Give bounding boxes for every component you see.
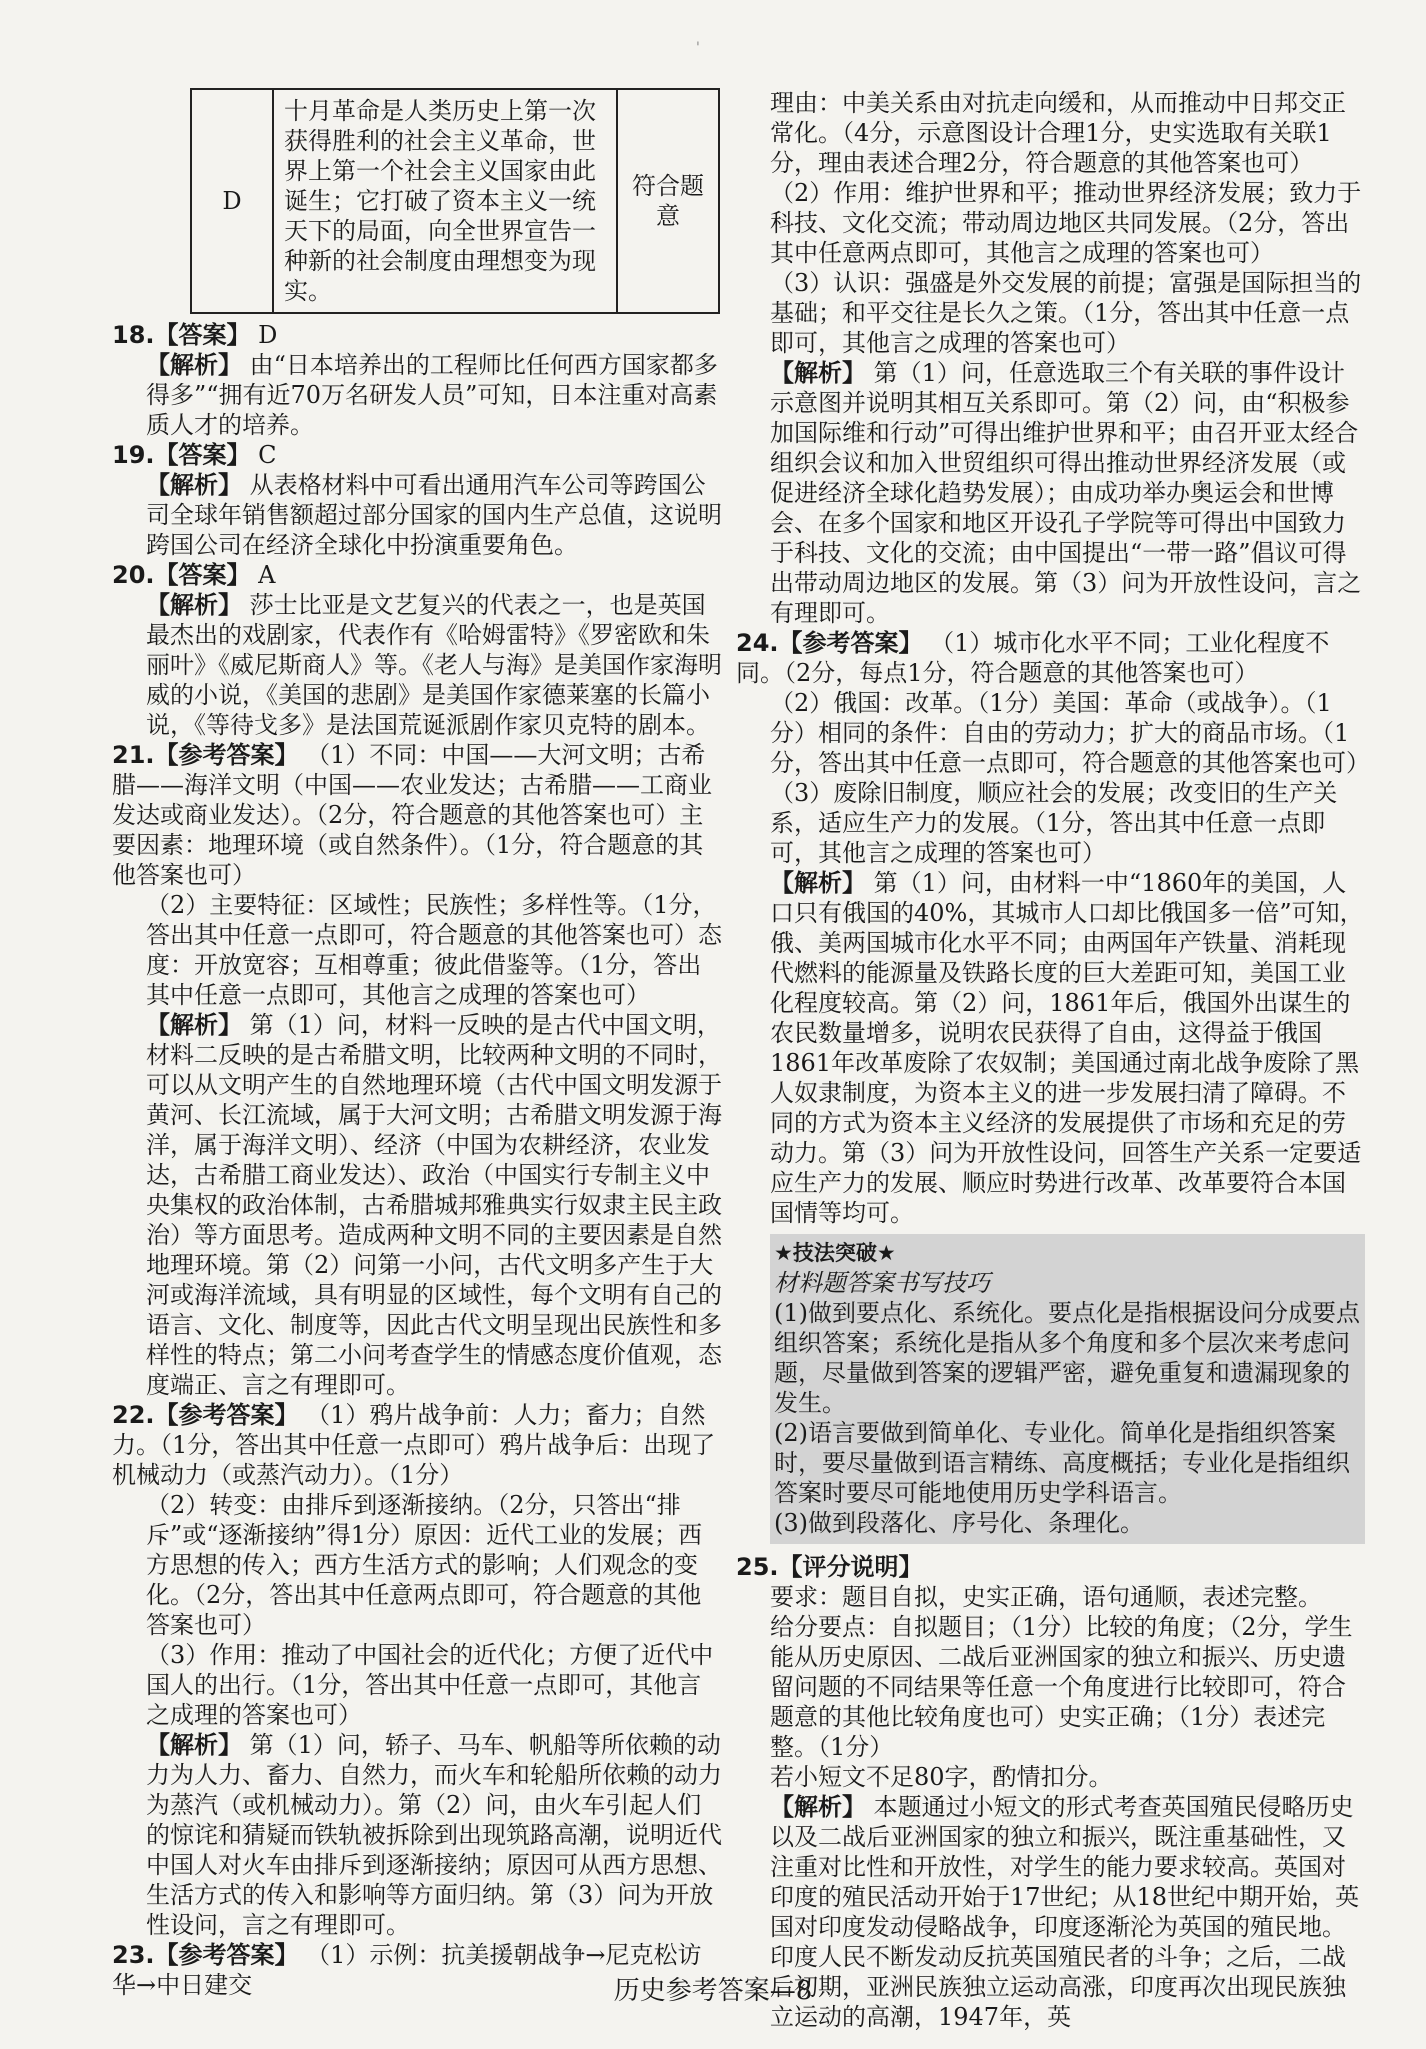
tips-point-2: (2)语言要做到简单化、专业化。简单化是指组织答案时，要尽量做到语言精练、高度概括；专业化是指组织答案时要尽可能地使用历史学科语言。 <box>774 1419 1350 1507</box>
page-footer: 历史参考答案—8 <box>613 1976 813 2006</box>
answer-text: （1）城市化水平不同；工业化程度不同。（2分，每点1分，符合题意的其他答案也可） <box>736 629 1330 687</box>
answer-part-2: （2）主要特征：区域性；民族性；多样性等。（1分，答出其中任意一点即可，符合题意的其他答案也可）态度：开放宽容；互相尊重；彼此借鉴等。（1分，答出其中任意一点即可，其他言之成理的答案也可） <box>146 891 722 1009</box>
tips-point-1: (1)做到要点化、系统化。要点化是指根据设问分成要点组织答案；系统化是指从多个角度和多个层次来考虑问题，尽量做到答案的逻辑严密，避免重复和遗漏现象的发生。 <box>774 1299 1360 1417</box>
answer-tag: 【参考答案】 <box>154 1941 299 1969</box>
analysis-text: 由“日本培养出的工程师比任何西方国家都多得多”“拥有近70万名研发人员”可知，日本注重对高素质人才的培养。 <box>146 351 718 439</box>
answer-tag: 【答案】 <box>154 561 251 589</box>
question-19 <box>112 440 722 560</box>
answer-reason: 理由：中美关系由对抗走向缓和，从而推动中日邦交正常化。（4分，示意图设计合理1分，史实选取有关联1分，理由表述合理2分，符合题意的其他答案也可） <box>770 89 1346 177</box>
answer-value: A <box>258 561 276 589</box>
answer-part-3: （3）认识：强盛是外交发展的前提；富强是国际担当的基础；和平交往是长久之策。（1分，答出其中任意一点即可，其他言之成理的答案也可） <box>770 269 1362 357</box>
scoring-note: 若小短文不足80字，酌情扣分。 <box>770 1763 1113 1791</box>
option-table <box>190 88 720 314</box>
right-column <box>736 88 1370 2032</box>
analysis-text: 莎士比亚是文艺复兴的代表之一，也是英国最杰出的戏剧家，代表作有《哈姆雷特》《罗密欧和朱丽叶》《威尼斯商人》等。《老人与海》是美国作家海明威的小说，《美国的悲剧》是美国作家德莱塞的长篇小说，《等待戈多》是法国荒诞派剧作家贝克特的剧本。 <box>146 591 722 739</box>
question-number: 24. <box>736 629 779 657</box>
answer-value: D <box>258 321 278 349</box>
answer-part-3: （3）作用：推动了中国社会的近代化；方便了近代中国人的出行。（1分，答出其中任意一点即可，其他言之成理的答案也可） <box>146 1641 714 1729</box>
answer-text: （1）不同：中国——大河文明；古希腊——海洋文明（中国——农业发达；古希腊——工商业发达或商业发达）。（2分，符合题意的其他答案也可）主要因素：地理环境（或自然条件）。（1分，符合题意的其他答案也可） <box>112 741 712 889</box>
question-number: 19. <box>112 441 155 469</box>
question-20 <box>112 560 722 740</box>
question-number: 20. <box>112 561 155 589</box>
answer-part-2: （2）作用：维护世界和平；推动世界经济发展；致力于科技、文化交流；带动周边地区共同发展。（2分，答出其中任意两点即可，其他言之成理的答案也可） <box>770 179 1362 267</box>
answer-tag: 【评分说明】 <box>778 1553 923 1581</box>
tips-box <box>770 1234 1365 1544</box>
analysis-text: 第（1）问，轿子、马车、帆船等所依赖的动力为人力、畜力、自然力，而火车和轮船所依赖的动力为蒸汽（或机械动力）。第（2）问，由火车引起人们的惊诧和猜疑而铁轨被拆除到出现筑路高潮，说明近代中国人对火车由排斥到逐渐接纳；原因可从西方思想、生活方式的传入和影响等方面归纳。第（3）问为开放性设问，言之有理即可。 <box>146 1731 722 1939</box>
analysis-tag: 【解析】 <box>146 351 242 379</box>
table-judgement-cell: 符合题意 <box>617 89 719 313</box>
analysis-tag: 【解析】 <box>146 591 242 619</box>
question-24 <box>736 628 1370 1228</box>
answer-tag: 【参考答案】 <box>154 1401 299 1429</box>
answer-tag: 【答案】 <box>154 321 251 349</box>
analysis-text: 第（1）问，由材料一中“1860年的美国，人口只有俄国的40%，其城市人口却比俄国多一倍”可知，俄、美两国城市化水平不同；由两国年产铁量、消耗现代燃料的能源量及铁路长度的巨大差距可知，美国工业化程度较高。第（2）问，1861年后，俄国外出谋生的农民数量增多，说明农民获得了自由，这得益于俄国1861年改革废除了农奴制；美国通过南北战争废除了黑人奴隶制度，为资本主义的进一步发展扫清了障碍。不同的方式为资本主义经济的发展提供了市场和充足的劳动力。第（3）问为开放性设问，回答生产关系一定要适应生产力的发展、顺应时势进行改革、改革要符合本国国情等均可。 <box>770 869 1364 1227</box>
page-top-mark: ' <box>696 40 700 56</box>
tips-subtitle: 材料题答案书写技巧 <box>774 1269 990 1297</box>
analysis-tag: 【解析】 <box>146 1011 242 1039</box>
answer-tag: 【参考答案】 <box>154 741 299 769</box>
question-23-cont <box>770 88 1365 628</box>
analysis-text: 第（1）问，材料一反映的是古代中国文明，材料二反映的是古希腊文明，比较两种文明的不同时，可以从文明产生的自然地理环境（古代中国文明发源于黄河、长江流域，属于大河文明；古希腊文明发源于海洋，属于海洋文明）、经济（中国为农耕经济，农业发达，古希腊工商业发达）、政治（中国实行专制主义中央集权的政治体制，古希腊城邦雅典实行奴隶主民主政治）等方面思考。造成两种文明不同的主要因素是自然地理环境。第（2）问第一小问，古代文明多产生于大河或海洋流域，具有明显的区域性，每个文明有自己的语言、文化、制度等，因此古代文明呈现出民族性和多样性的特点；第二小问考查学生的情感态度价值观，态度端正、言之有理即可。 <box>146 1011 722 1399</box>
question-number: 25. <box>736 1553 779 1581</box>
question-22 <box>112 1400 722 1940</box>
answer-text: （1）示例：抗美援朝战争→尼克松访华→中日建交 <box>112 1941 702 1999</box>
requirement-text: 要求：题目自拟，史实正确，语句通顺，表述完整。 <box>770 1583 1322 1611</box>
table-content-cell: 十月革命是人类历史上第一次获得胜利的社会主义革命，世界上第一个社会主义国家由此诞生；它打破了资本主义一统天下的局面，向全世界宣告一种新的社会制度由理想变为现实。 <box>273 89 617 313</box>
answer-tag: 【答案】 <box>154 441 251 469</box>
answer-value: C <box>258 441 277 469</box>
question-21 <box>112 740 722 1400</box>
question-number: 18. <box>112 321 155 349</box>
analysis-tag: 【解析】 <box>770 1793 866 1821</box>
answer-part-3: （3）废除旧制度，顺应社会的发展；改变旧的生产关系，适应生产力的发展。（1分，答出其中任意一点即可，其他言之成理的答案也可） <box>770 779 1338 867</box>
answer-tag: 【参考答案】 <box>778 629 923 657</box>
table-option-cell: D <box>191 89 273 313</box>
answer-text: （1）鸦片战争前：人力；畜力；自然力。（1分，答出其中任意一点即可）鸦片战争后：出现了机械动力（或蒸汽动力）。（1分） <box>112 1401 716 1489</box>
left-column <box>112 88 722 2000</box>
scoring-points: 给分要点：自拟题目；（1分）比较的角度；（2分，学生能从历史原因、二战后亚洲国家的独立和振兴、历史遗留问题的不同结果等任意一个角度进行比较即可，符合题意的其他比较角度也可）史实正确；（1分）表述完整。（1分） <box>770 1613 1353 1761</box>
question-number: 21. <box>112 741 155 769</box>
tips-title: ★技法突破★ <box>774 1241 896 1265</box>
analysis-text: 从表格材料中可看出通用汽车公司等跨国公司全球年销售额超过部分国家的国内生产总值，这说明跨国公司在经济全球化中扮演重要角色。 <box>146 471 722 559</box>
tips-point-3: (3)做到段落化、序号化、条理化。 <box>774 1509 1144 1537</box>
table-row <box>191 89 719 313</box>
question-25 <box>736 1552 1365 2032</box>
analysis-tag: 【解析】 <box>770 359 866 387</box>
answer-part-2: （2）转变：由排斥到逐渐接纳。（2分，只答出“排斥”或“逐渐接纳”得1分）原因：近代工业的发展；西方思想的传入；西方生活方式的影响；人们观念的变化。（2分，答出其中任意两点即可，符合题意的其他答案也可） <box>146 1491 703 1639</box>
analysis-text: 第（1）问，任意选取三个有关联的事件设计示意图并说明其相互关系即可。第（2）问，由“积极参加国际维和行动”可得出维护世界和平；由召开亚太经合组织会议和加入世贸组织可得出推动世界经济发展（或促进经济全球化趋势发展）；由成功举办奥运会和世博会、在多个国家和地区开设孔子学院等可得出中国致力于科技、文化的交流；由中国提出“一带一路”倡议可得出带动周边地区的发展。第（3）问为开放性设问，言之有理即可。 <box>770 359 1362 627</box>
question-18 <box>112 320 722 440</box>
analysis-tag: 【解析】 <box>770 869 866 897</box>
analysis-tag: 【解析】 <box>146 471 242 499</box>
question-number: 22. <box>112 1401 155 1429</box>
question-number: 23. <box>112 1941 155 1969</box>
analysis-text: 本题通过小短文的形式考查英国殖民侵略历史以及二战后亚洲国家的独立和振兴，既注重基础性，又注重对比性和开放性，对学生的能力要求较高。英国对印度的殖民活动开始于17世纪；从18世纪中期开始，英国对印度发动侵略战争，印度逐渐沦为英国的殖民地。印度人民不断发动反抗英国殖民者的斗争；之后，二战后初期，亚洲民族独立运动高涨，印度再次出现民族独立运动的高潮，1947年，英 <box>770 1793 1360 2031</box>
answer-part-2: （2）俄国：改革。（1分）美国：革命（或战争）。（1分）相同的条件：自由的劳动力；扩大的商品市场。（1分，答出其中任意一点即可，符合题意的其他答案也可） <box>770 689 1370 777</box>
analysis-tag: 【解析】 <box>146 1731 242 1759</box>
